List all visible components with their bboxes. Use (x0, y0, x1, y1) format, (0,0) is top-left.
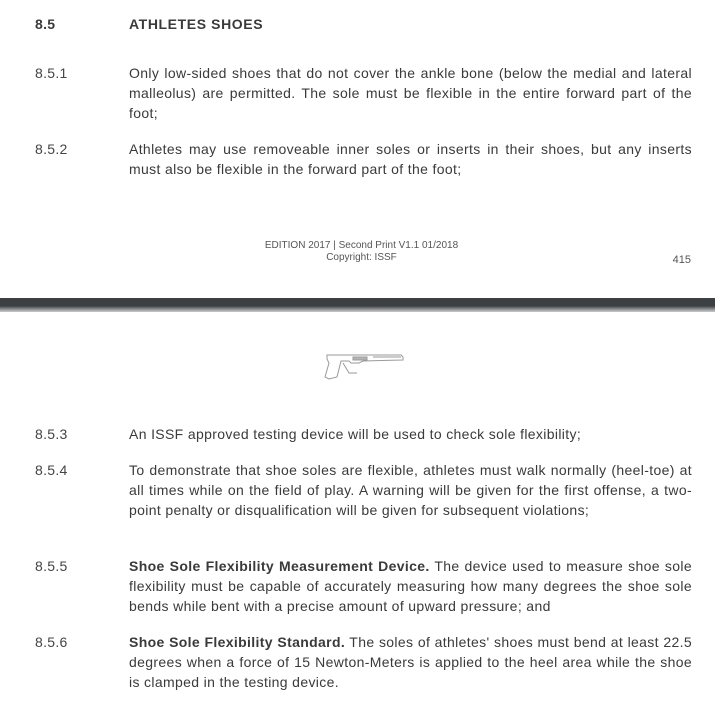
item-body-8-5-5: The device used to measure shoe sole flexibility must be capable of accurately measuring how many degrees the shoe sole bends while bent with a precise amount of upward pressure; and (129, 558, 692, 614)
footer-edition: EDITION 2017 | Second Print V1.1 01/2018 (264, 240, 459, 251)
item-number-8-5-4: 8.5.4 (35, 462, 68, 478)
page-number: 415 (672, 254, 691, 266)
item-number-8-5-5: 8.5.5 (35, 558, 68, 574)
item-body-8-5-6: The soles of athletes' shoes must bend at least 22.5 degrees when a force of 15 Newton-Meters is applied to the heel area while the shoe is clamped in the testing device. (129, 634, 692, 690)
section-number: 8.5 (35, 16, 56, 32)
item-lead-8-5-5: Shoe Sole Flexibility Measurement Device. (129, 558, 430, 574)
footer-copyright: Copyright: ISSF (326, 252, 397, 263)
item-lead-8-5-6: Shoe Sole Flexibility Standard. (129, 634, 346, 650)
page-break-divider (0, 298, 715, 312)
item-text-8-5-6 (129, 632, 692, 692)
item-text-8-5-4: To demonstrate that shoe soles are flexible, athletes must walk normally (heel-toe) at all times while on the field of play. A warning will be given for the first offense, a two-point penalty or disqualification will be given for subsequent violations; (129, 462, 692, 518)
item-number-8-5-1: 8.5.1 (35, 65, 68, 81)
item-text-8-5-2: Athletes may use removeable inner soles or inserts in their shoes, but any inserts must also be flexible in the forward part of the foot; (129, 141, 692, 177)
item-text-8-5-5 (129, 556, 692, 616)
section-title: ATHLETES SHOES (129, 16, 264, 32)
item-number-8-5-2: 8.5.2 (35, 141, 68, 157)
item-text-8-5-1: Only low-sided shoes that do not cover the ankle bone (below the medial and lateral malleolus) are permitted. The sole must be flexible in the entire forward part of the foot; (129, 65, 692, 121)
page-415 (0, 0, 715, 298)
item-number-8-5-6: 8.5.6 (35, 634, 68, 650)
pistol-icon (323, 351, 405, 390)
item-text-8-5-3: An ISSF approved testing device will be used to check sole flexibility; (129, 426, 582, 442)
page-416 (0, 312, 715, 705)
item-number-8-5-3: 8.5.3 (35, 426, 68, 442)
